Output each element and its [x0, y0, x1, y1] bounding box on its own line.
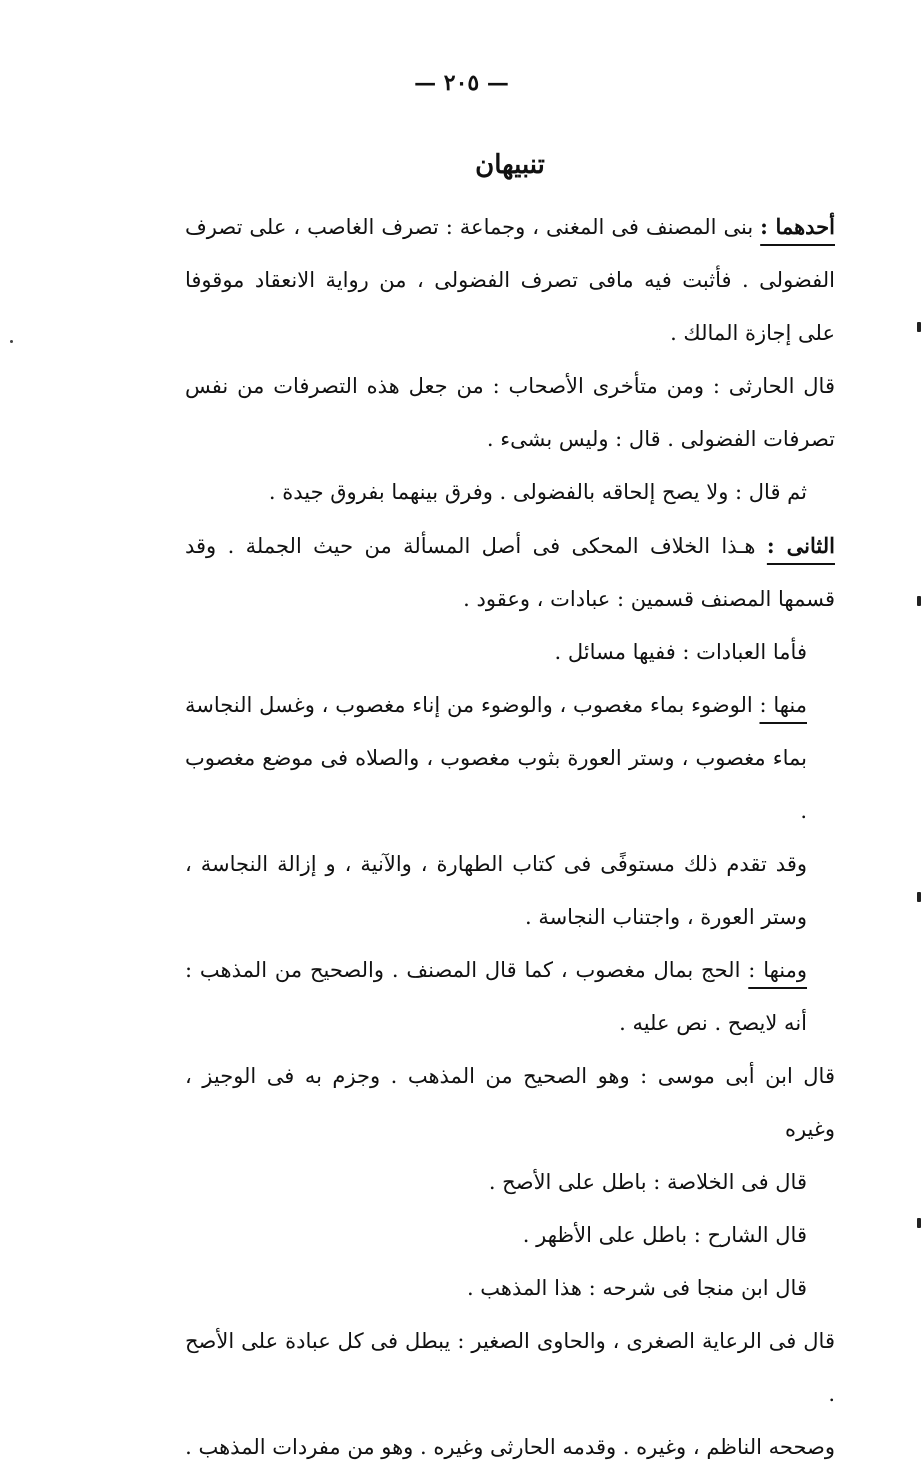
paragraph-text: الوضوء بماء مغصوب ، والوضوء من إناء مغصوب ، وغسل النجاسة بماء مغصوب ، وستر العورة بثوب مغصوب ، والصلاه فى موضع مغصوب . — [185, 693, 807, 823]
paragraph-ibn-munaja — [185, 1262, 835, 1315]
paragraph-text: هـذا الخلاف المحكى فى أصل المسألة من حيث الجملة . وقد قسمها المصنف قسمين : عبادات ، وعقود . — [185, 534, 835, 611]
paragraph-text: قال ابن أبى موسى : وهو الصحيح من المذهب . وجزم به فى الوجيز ، وغيره — [185, 1064, 835, 1141]
paragraph-riaya — [185, 1315, 835, 1421]
paragraph-text: قال الشارح : باطل على الأظهر . — [522, 1223, 807, 1247]
paragraph-text: قال ابن منجا فى شرحه : هذا المذهب . — [466, 1276, 807, 1300]
paragraph-text: وقد تقدم ذلك مستوفًى فى كتاب الطهارة ، والآنية ، و إزالة النجاسة ، وستر العورة ، واجتناب النجاسة . — [185, 852, 807, 929]
paragraph-ibn-abi-musa — [185, 1050, 835, 1156]
paragraph-text: قال فى الرعاية الصغرى ، والحاوى الصغير : يبطل فى كل عبادة على الأصح . — [185, 1329, 835, 1406]
paragraph-lead: الثانى : — [766, 533, 835, 558]
scan-edge-mark — [917, 892, 921, 902]
scan-edge-mark — [917, 1218, 921, 1228]
paragraph-sharih — [185, 1209, 835, 1262]
scan-edge-mark — [917, 322, 921, 332]
paragraph-harithi-quote — [185, 360, 835, 466]
paragraph-lead: أحدهما : — [760, 214, 835, 239]
paragraph-text: قال فى الخلاصة : باطل على الأصح . — [488, 1170, 807, 1194]
paragraph-ibadat — [185, 626, 835, 679]
paragraph-khulasa — [185, 1156, 835, 1209]
paragraph-lead: منها : — [759, 693, 807, 717]
paragraph-nazim — [185, 1421, 835, 1474]
paragraph-text: ثم قال : ولا يصح إلحاقه بالفضولى . وفرق بينهما بفروق جيدة . — [268, 480, 807, 504]
section-title: تنبيهان — [475, 150, 545, 180]
paragraph-hajj — [185, 944, 835, 1050]
paragraph-text: فأما العبادات : ففيها مسائل . — [554, 640, 807, 664]
paragraph-wudu — [185, 679, 835, 838]
scan-dust-mark — [10, 340, 13, 343]
paragraph-text: الحج بمال مغصوب ، كما قال المصنف . والصحيح من المذهب : أنه لايصح . نص عليه . — [185, 958, 807, 1035]
paragraph-first-note — [185, 200, 835, 360]
page-number: — ٢٠٥ — — [414, 70, 509, 96]
paragraph-lead: ومنها : — [748, 958, 808, 982]
paragraph-previous-reference — [185, 838, 835, 944]
body-text — [185, 200, 835, 1474]
paragraph-text: بنى المصنف فى المغنى ، وجماعة : تصرف الغاصب ، على تصرف الفضولى . فأثبت فيه مافى تصرف الفضولى ، من رواية الانعقاد موقوفا على إجازة المالك . — [185, 215, 835, 345]
paragraph-second-note — [185, 519, 835, 626]
paragraph-text: قال الحارثى : ومن متأخرى الأصحاب : من جعل هذه التصرفات من نفس تصرفات الفضولى . قال : وليس بشىء . — [185, 374, 835, 451]
paragraph-harithi-followup — [185, 466, 835, 519]
scan-edge-mark — [917, 596, 921, 606]
paragraph-text: وصححه الناظم ، وغيره . وقدمه الحارثى وغيره . وهو من مفردات المذهب . — [185, 1435, 835, 1459]
